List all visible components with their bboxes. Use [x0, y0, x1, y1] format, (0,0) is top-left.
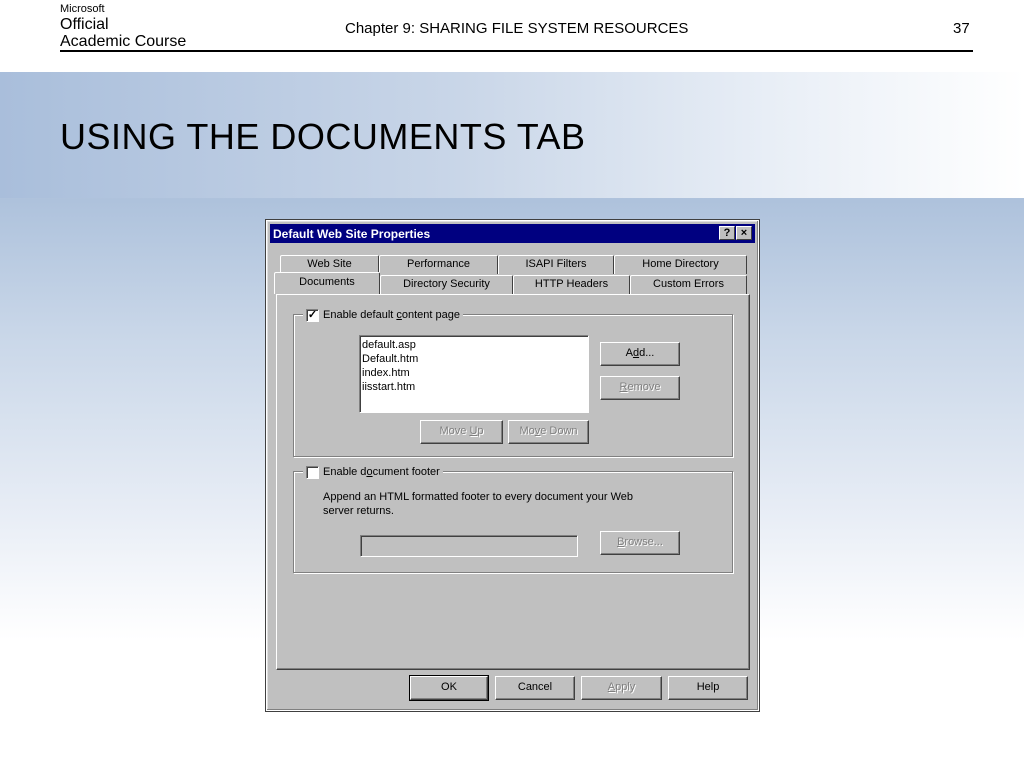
label-part: ontent page	[401, 309, 461, 321]
logo-line-3: Academic Course	[60, 33, 187, 50]
label-part: emove	[627, 381, 661, 393]
label-accelerator: A	[607, 681, 616, 693]
label-part: d...	[639, 347, 655, 359]
apply-button[interactable]	[581, 676, 662, 700]
header-divider	[60, 50, 973, 52]
tab-label: Directory Security	[403, 278, 490, 290]
footer-description	[323, 490, 633, 518]
tab-documents[interactable]	[274, 272, 380, 294]
tab-label: Performance	[407, 258, 470, 270]
cancel-button[interactable]: Cancel	[495, 676, 575, 700]
label-accelerator: U	[469, 425, 478, 437]
logo-line-2: Official	[60, 16, 109, 33]
footer-description-line: server returns.	[323, 505, 394, 517]
label-accelerator: v	[534, 425, 541, 437]
list-item[interactable]: iisstart.htm	[362, 381, 416, 393]
tab-label: Home Directory	[642, 258, 719, 270]
label-accelerator: o	[366, 466, 373, 478]
tab-http-headers[interactable]	[513, 275, 630, 294]
browse-button[interactable]	[600, 531, 680, 555]
tab-directory-security[interactable]	[380, 275, 513, 294]
label-part: Enable d	[323, 466, 367, 478]
label-part: e Down	[540, 425, 578, 437]
properties-dialog	[266, 220, 759, 711]
label-part: A	[625, 347, 633, 359]
list-item[interactable]: index.htm	[362, 367, 410, 379]
tab-label: Web Site	[307, 258, 352, 270]
footer-description-line: Append an HTML formatted footer to every document your Web	[323, 491, 633, 503]
label-part: Enable default	[323, 309, 397, 321]
dialog-titlebar	[270, 224, 755, 243]
ok-button[interactable]: OK	[410, 676, 488, 700]
document-footer-group	[293, 471, 733, 573]
checkbox-label	[323, 309, 460, 321]
label-part: cument footer	[372, 466, 440, 478]
help-icon[interactable]: ?	[719, 226, 735, 240]
enable-default-content-checkbox[interactable]	[303, 308, 463, 322]
tab-label: Custom Errors	[653, 278, 724, 290]
checkbox-unchecked[interactable]	[306, 466, 319, 479]
checkbox-label	[323, 466, 440, 478]
checkbox-checked[interactable]: ✓	[307, 308, 318, 321]
documents-tab-panel	[276, 294, 750, 670]
tab-isapi-filters[interactable]	[498, 255, 614, 274]
tab-label: Documents	[299, 276, 355, 288]
help-button[interactable]: Help	[668, 676, 748, 700]
enable-document-footer-checkbox[interactable]	[303, 465, 443, 479]
label-part: Move	[439, 425, 470, 437]
dialog-title: Default Web Site Properties	[273, 227, 431, 241]
label-accelerator: B	[617, 536, 625, 548]
tab-home-directory[interactable]	[614, 255, 747, 274]
list-item[interactable]: default.asp	[362, 339, 416, 351]
label-part: pply	[615, 681, 636, 693]
list-item[interactable]: Default.htm	[362, 353, 419, 365]
logo-line-1: Microsoft	[60, 3, 105, 15]
close-icon[interactable]: ×	[736, 226, 752, 240]
move-up-button[interactable]	[420, 420, 503, 444]
tab-label: ISAPI Filters	[525, 258, 587, 270]
label-accelerator: R	[619, 381, 628, 393]
tab-custom-errors[interactable]	[630, 275, 747, 294]
chapter-heading: Chapter 9: SHARING FILE SYSTEM RESOURCES	[345, 20, 689, 37]
label-part: Mo	[519, 425, 535, 437]
move-down-button[interactable]	[508, 420, 589, 444]
label-accelerator: c	[396, 309, 402, 321]
remove-button[interactable]	[600, 376, 680, 400]
label-accelerator: d	[632, 347, 640, 359]
add-button[interactable]	[600, 342, 680, 366]
label-part: p	[477, 425, 484, 437]
slide-page-number: 37	[953, 20, 970, 37]
default-documents-list[interactable]	[359, 335, 589, 413]
label-part: rowse...	[624, 536, 663, 548]
tab-performance[interactable]	[379, 255, 498, 274]
tab-label: HTTP Headers	[534, 278, 609, 290]
slide-title: USING THE DOCUMENTS TAB	[60, 116, 586, 157]
footer-file-input[interactable]	[360, 535, 578, 557]
microsoft-official-academic-course-logo	[60, 4, 186, 50]
